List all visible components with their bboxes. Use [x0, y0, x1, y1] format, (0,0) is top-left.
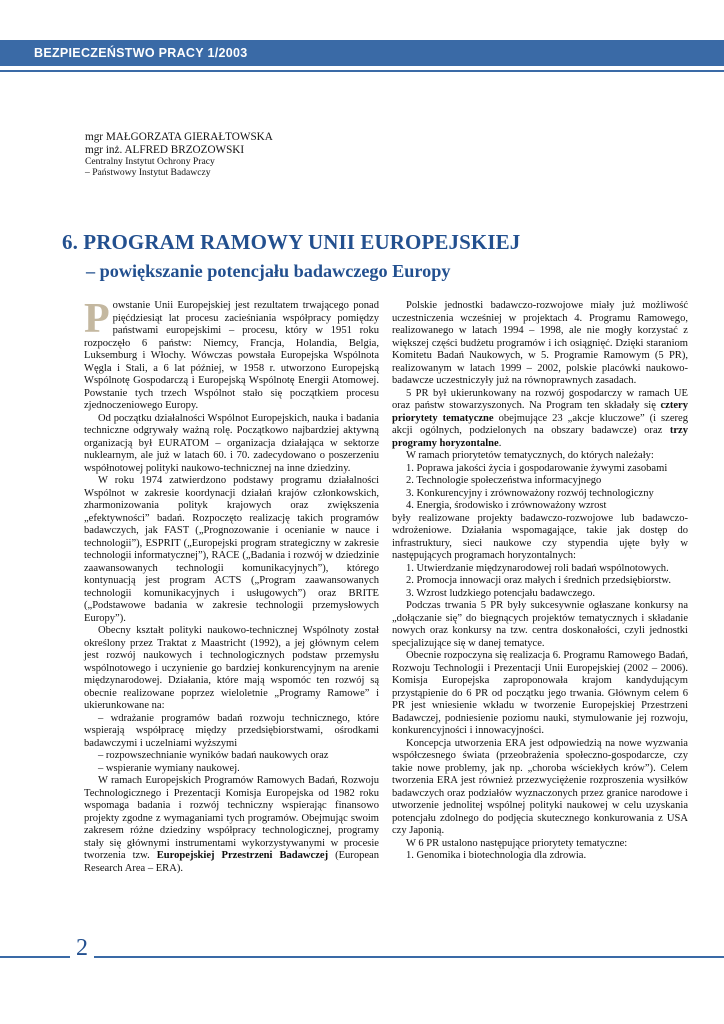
- header-divider: [0, 70, 724, 72]
- paragraph: Obecny kształt polityki naukowo-technicznej Wspólnoty został określony przez Traktat z Maastricht (1992), a jej głównym celem jest rozwój naukowych i technologicznych podstaw przemysłu wspólnotowego i uczynienie go bardziej konkurencyjnym na arenie międzynarodowej. Działania, które mają wspomóc ten rozwój są obecnie realizowane poprzez wieloletnie „Programy Ramowe” i ukierunkowane na:: [84, 625, 379, 711]
- drop-cap: P: [84, 296, 110, 342]
- author-1: mgr MAŁGORZATA GIERAŁTOWSKA: [85, 131, 273, 143]
- paragraph: Polskie jednostki badawczo-rozwojowe miały już możliwość uczestniczenia wcześniej w projektach 4. Programu Ramowego, realizowanego w latach 1994 – 1998, ale nie mogły korzystać z większej części budżetu programów i ich osiągnięć. Dzięki staraniom Komitetu Badań Naukowych, w 5. Programie Ramowym (5 PR), realizowanym w latach 1999 – 2002, polskie placówki naukowo-badawcze uczestniczyły już na równoprawnych zasadach.: [392, 300, 688, 386]
- institution-line-2: – Państwowy Instytut Badawczy: [85, 167, 211, 178]
- bold-term: cztery priorytety tematyczne: [392, 400, 688, 424]
- journal-header: [0, 40, 724, 66]
- paragraph: 5 PR był ukierunkowany na rozwój gospodarczy w ramach UE oraz państw stowarzyszonych. Na Program ten składały się cztery priorytety tematyczne obejmujące 23 „akcje kluczowe” (i szereg akcji ogólnych, podzielonych na obszary badawcze) oraz trzy programy horyzontalne.: [392, 387, 688, 449]
- list-item: 4. Energia, środowisko i zrównoważony wzrost: [406, 500, 607, 511]
- paragraph-intro: Powstanie Unii Europejskiej jest rezultatem trwającego ponad pięćdziesiąt lat procesu zacieśniania współpracy pomiędzy państwami europejskimi – procesu, który w 1951 roku rozpoczęło 6 państw: Niemcy, Francja, Holandia, Belgia, Luksemburg i Włochy. Wówczas powstała Europejska Wspólnota Węgla i Stali, a 6 lat później, w 1958 r. utworzono Europejską Wspólnotę Gospodarczą i Europejską Wspólnotę Energii Atomowej. Powstanie tych trzech Wspólnot stało się początkiem procesu zjednoczeniowego Europy.: [84, 296, 379, 411]
- list-item: 3. Konkurencyjny i zrównoważony rozwój technologiczny: [406, 487, 654, 499]
- institution-line-1: Centralny Instytut Ochrony Pracy: [85, 156, 215, 167]
- paragraph: były realizowane projekty badawczo-rozwojowe lub badawczo-wdrożeniowe. Działania wspomagające, takie jak dostęp do infrastruktury, sieci naukowe czy stypendia ujęte były w następujących programach horyzontalnych:: [392, 512, 688, 561]
- journal-title: BEZPIECZEŃSTWO PRACY 1/2003: [34, 46, 248, 60]
- page-number: 2: [70, 935, 94, 962]
- list-item: 2. Technologie społeczeństwa informacyjnego: [406, 475, 602, 486]
- left-column: [84, 296, 380, 875]
- list-item: – wdrażanie programów badań rozwoju technicznego, które wspierają współpracę między przedsiębiorstwami, ośrodkami badawczymi i uczelniami wyższymi: [84, 712, 379, 749]
- paragraph: W 6 PR ustalono następujące priorytety tematyczne:: [406, 837, 628, 849]
- list-item: 2. Promocja innowacji oraz małych i średnich przedsiębiorstw.: [406, 575, 671, 586]
- bold-term: Europejskiej Przestrzeni Badawczej: [156, 850, 329, 861]
- article-title: 6. PROGRAM RAMOWY UNII EUROPEJSKIEJ: [62, 230, 521, 254]
- list-item: 1. Genomika i biotechnologia dla zdrowia.: [406, 850, 587, 861]
- author-2: mgr inż. ALFRED BRZOZOWSKI: [85, 143, 245, 156]
- list-item: – rozpowszechnianie wyników badań naukowych oraz: [98, 750, 329, 761]
- footer-divider: [0, 956, 724, 958]
- list-item: 1. Utwierdzanie międzynarodowej roli badań wspólnotowych.: [406, 562, 669, 574]
- article-subtitle: – powiększanie potencjału badawczego Europy: [86, 261, 451, 281]
- paragraph: Koncepcja utworzenia ERA jest odpowiedzią na nowe wyzwania współczesnego świata (przeobrażenia społeczno-gospodarcze, czy takie nowe problemy, jak np. „choroba wściekłych krów”). Celem tworzenia ERA jest również przezwyciężenie rozproszenia wysiłków badawczych oraz podziałów wyznaczonych przez granice narodowe i utworzenie jednolitej wspólnej polityki naukowej w celu uzyskania potencjału zdolnego do podjęcia skutecznego konkurowania z USA czy Japonią.: [392, 737, 688, 836]
- paragraph: Podczas trwania 5 PR były sukcesywnie ogłaszane konkursy na „dołączanie się” do biegnących projektów tematycznych i składanie nowych oraz konkursy na tzw. centra doskonałości, czyli jednostki specjalizujące się w danej tematyce.: [392, 600, 688, 649]
- list-item: 3. Wzrost ludzkiego potencjału badawczego.: [406, 587, 595, 599]
- list-item: – wspieranie wymiany naukowej.: [98, 762, 240, 774]
- list-item: 1. Poprawa jakości życia i gospodarowanie żywymi zasobami: [406, 462, 668, 474]
- paragraph: W ramach Europejskich Programów Ramowych Badań, Rozwoju Technologicznego i Prezentacji Komisja Europejska od 1982 roku wspomaga badania i rozwój techniczny wspierając finansowo projekty zgodne z wymaganiami tych programów. Obejmując swoim zakresem różne dziedziny współpracy technologicznej, programy stały się głównymi instrumentami wykorzystywanymi w procesie tworzenia tzw. Europejskiej Przestrzeni Badawczej (European Research Area – ERA).: [84, 775, 380, 874]
- paragraph: Obecnie rozpoczyna się realizacja 6. Programu Ramowego Badań, Rozwoju Technologii i Prezentacji Unii Europejskiej (2002 – 2006). Komisja Europejska zaproponowała krajom kandydującym przystąpienie do 6 PR od początku jego trwania. Głównym celem 6 PR jest wniesienie wkładu w tworzenie Europejskiej Przestrzeni Badawczej, podniesienie poziomu nauki, stymulowanie jej rozwoju, konkurencyjności i innowacyjności.: [392, 650, 688, 736]
- paragraph: W roku 1974 zatwierdzono podstawy programu działalności Wspólnot w zakresie koordynacji działań krajów członkowskich, zharmonizowania polityk krajowych oraz zwiększenia „efektywności” badań. Rozpoczęto realizację takich programów badawczych, jak FAST („Prognozowanie i ocenianie w nauce i technologii”), ESPRIT („Europejski program strategiczny w zakresie technologii informatycznej”), RACE („Badania i rozwój w dziedzinie zaawansowanych technologii komunikacyjnych”), którego kontynuacją jest program ACTS („Program zaawansowanych technologii komunikacyjnych i usługowych”) oraz BRITE („Podstawowe badania w zakresie technologii przemysłowych Europy”).: [84, 475, 379, 624]
- author-block: [85, 131, 273, 178]
- right-column: [392, 300, 688, 863]
- bold-term: trzy programy horyzontalne: [392, 425, 688, 449]
- paragraph: Od początku działalności Wspólnot Europejskich, nauka i badania techniczne odgrywały ważną rolę. Początkowo najbardziej aktywną organizacją był EURATOM – organizacja działająca w sektorze nuklearnym, ale już w latach 60. i 70. zadecydowano o poszerzeniu współnotowej polityki naukowo-technicznej na inne dziedziny.: [84, 412, 379, 474]
- paragraph: W ramach priorytetów tematycznych, do których należały:: [406, 450, 654, 461]
